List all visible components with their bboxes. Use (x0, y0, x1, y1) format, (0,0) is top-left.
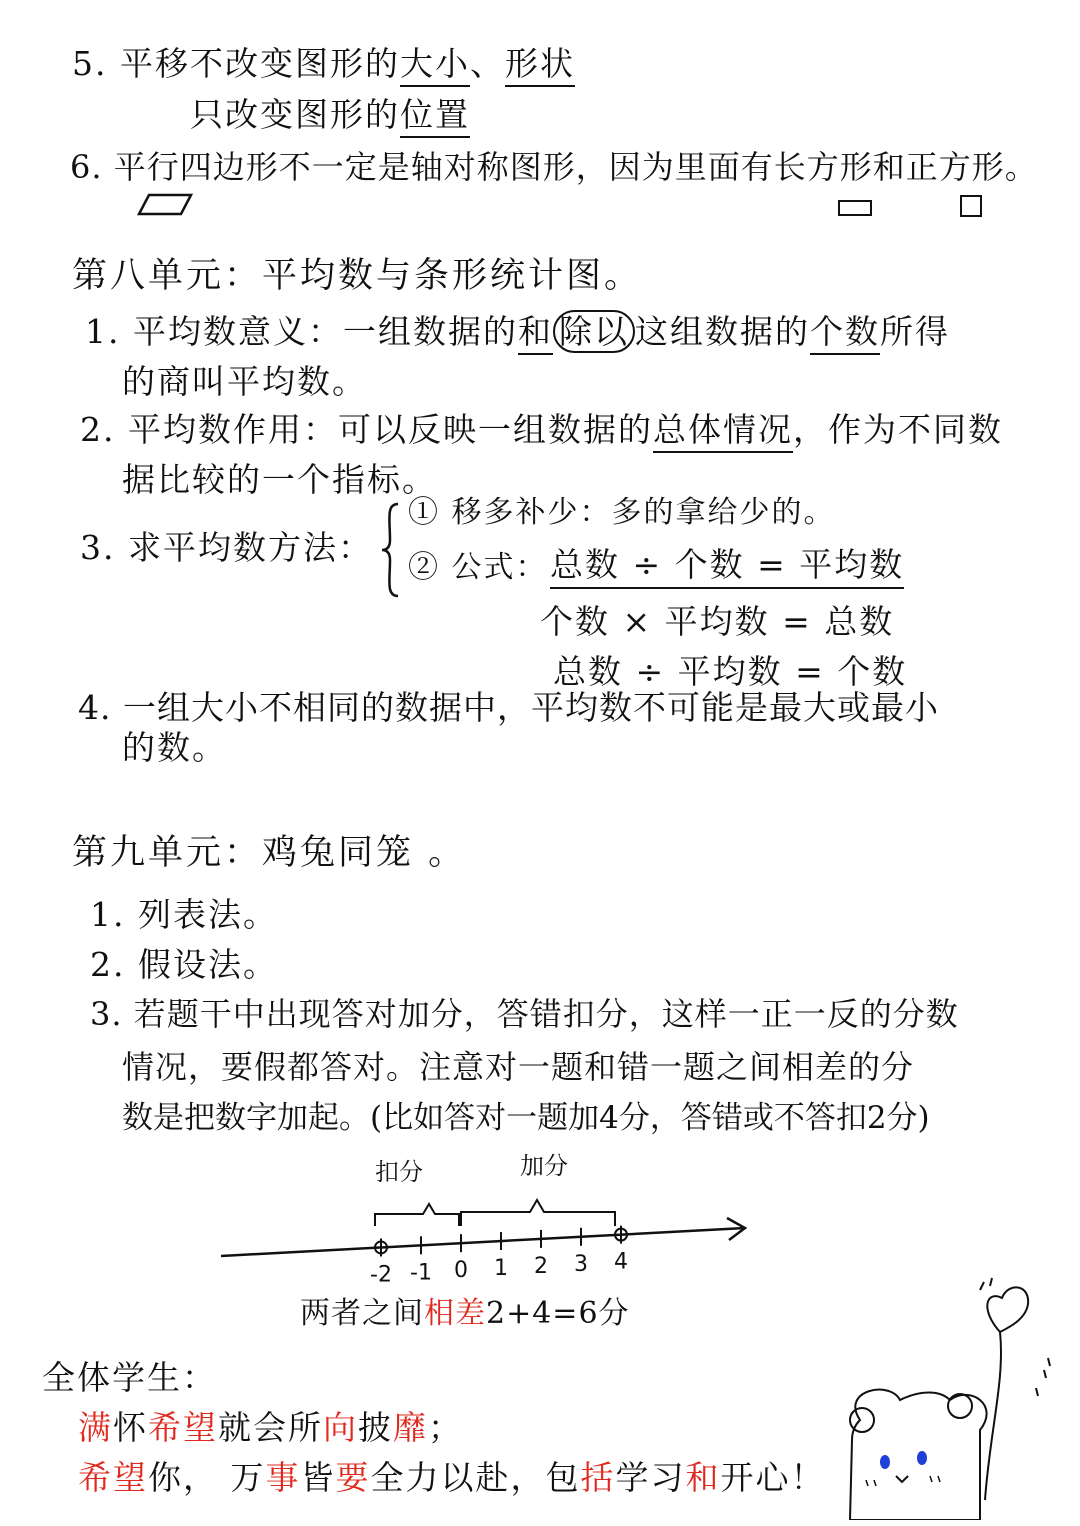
unit9-item3-line3: 数是把数字加起。(比如答对一题加4分，答错或不答扣2分) (122, 1100, 930, 1136)
unit8-item4-line1: 4. 一组大小不相同的数据中，平均数不可能是最大或最小 (78, 688, 939, 727)
tick-label: 2 (534, 1253, 548, 1279)
unit8-item3-label: 3. 求平均数方法： (80, 528, 373, 567)
item5-prefix: 5. 平移不改变图形的 (72, 44, 400, 83)
label-add: 加分 (520, 1152, 568, 1180)
rectangle-sketch (838, 200, 872, 216)
parallelogram-sketch (135, 193, 195, 217)
unit7-item6: 6. 平行四边形不一定是轴对称图形，因为里面有长方形和正方形。 (70, 148, 1038, 186)
l2-r5: 和 (685, 1458, 721, 1497)
sparkle-marks (980, 1278, 1050, 1396)
formula3: 总数 ÷ 平均数 = 个数 (553, 652, 908, 691)
l2-r2: 事 (265, 1458, 301, 1497)
caption-a: 两者之间 (300, 1296, 424, 1331)
caption-b: 2+4=6分 (486, 1296, 630, 1331)
l1-b3: 披 (358, 1408, 393, 1447)
brace-add (461, 1200, 615, 1226)
l2-r3: 要 (335, 1458, 371, 1497)
item1-text-a: 1. 平均数意义：一组数据的 (85, 312, 518, 351)
item5-keyword-position: 位置 (400, 95, 470, 138)
l1-b1: 怀 (113, 1408, 148, 1447)
item2-text-b: ，作为不同数 (792, 410, 1003, 449)
unit8-item1-line1 (85, 312, 950, 352)
l2-b1: 你， 万 (148, 1458, 266, 1497)
tick-label: -2 (370, 1262, 392, 1288)
l1-b4: ； (428, 1408, 463, 1447)
l2-b2: 皆 (300, 1458, 336, 1497)
label-deduct: 扣分 (375, 1158, 423, 1186)
l1-r3: 向 (323, 1408, 358, 1447)
tick-label: 4 (614, 1249, 628, 1275)
l1-r4: 靡 (393, 1408, 428, 1447)
item5-separator: 、 (469, 44, 505, 83)
method1: ① 移多补少：多的拿给少的。 (408, 495, 836, 530)
unit9-item2: 2. 假设法。 (90, 945, 278, 984)
square-sketch (960, 195, 982, 217)
l1-r1: 满 (78, 1408, 113, 1447)
l2-b5: 开心！ (720, 1458, 826, 1497)
l1-b2: 就会所 (218, 1408, 323, 1447)
item1-keyword-count: 个数 (810, 312, 880, 355)
tick-label: 1 (494, 1256, 508, 1282)
unit9-title: 第九单元：鸡兔同笼 。 (72, 833, 467, 873)
unit8-item4-line2: 的数。 (122, 728, 227, 767)
bear-eye-right (917, 1451, 927, 1465)
unit7-item5-line2 (190, 95, 470, 135)
unit8-item2-line2: 据比较的一个指标。 (122, 460, 437, 499)
unit9-item3-line1: 3. 若题干中出现答对加分，答错扣分，这样一正一反的分数 (90, 995, 959, 1033)
unit9-item1: 1. 列表法。 (90, 895, 278, 934)
item1-text-c: 所得 (879, 312, 950, 351)
axis-line (221, 1228, 745, 1256)
item1-keyword-divide-circled: 除以 (553, 310, 635, 353)
unit9-item3-line2: 情况，要假都答对。注意对一题和错一题之间相差的分 (122, 1048, 915, 1086)
heart-balloon-icon (987, 1287, 1028, 1332)
number-line-caption (300, 1296, 630, 1332)
brace-deduct (375, 1204, 459, 1226)
curly-brace (378, 500, 402, 600)
unit8-item1-line2: 的商叫平均数。 (122, 362, 367, 401)
tick-label: 0 (454, 1258, 468, 1284)
bear-balloon-doodle (830, 1270, 1060, 1520)
item2-keyword-overall: 总体情况 (653, 410, 793, 453)
formula1: 总数 ÷ 个数 = 平均数 (550, 545, 904, 589)
tick-group (370, 1226, 628, 1288)
closing-greeting: 全体学生： (42, 1358, 217, 1397)
formula2: 个数 × 平均数 = 总数 (540, 602, 895, 641)
item5-keyword-shape: 形状 (505, 44, 575, 87)
item1-keyword-sum: 和 (518, 312, 553, 355)
item5-line2-prefix: 只改变图形的 (190, 95, 400, 134)
l2-r4: 括 (580, 1458, 616, 1497)
unit8-title: 第八单元：平均数与条形统计图。 (72, 256, 643, 296)
bear-eye-left (880, 1455, 890, 1469)
method2-label: ② 公式： (408, 550, 548, 585)
item2-text-a: 2. 平均数作用：可以反映一组数据的 (80, 410, 653, 449)
unit7-item5-line1 (72, 44, 575, 84)
l2-r1: 希望 (78, 1458, 148, 1497)
l1-r2: 希望 (148, 1408, 218, 1447)
closing-line2 (78, 1458, 826, 1498)
tick-label: -1 (410, 1260, 432, 1286)
item1-text-b: 这组数据的 (634, 312, 810, 351)
tick-label: 3 (574, 1251, 588, 1277)
unit8-item2-line1 (80, 410, 1003, 450)
caption-red: 相差 (424, 1296, 486, 1331)
l2-b4: 学习 (615, 1458, 686, 1497)
l2-b3: 全力以赴，包 (370, 1458, 581, 1497)
closing-line1 (78, 1408, 463, 1448)
item5-keyword-size: 大小 (400, 44, 470, 87)
